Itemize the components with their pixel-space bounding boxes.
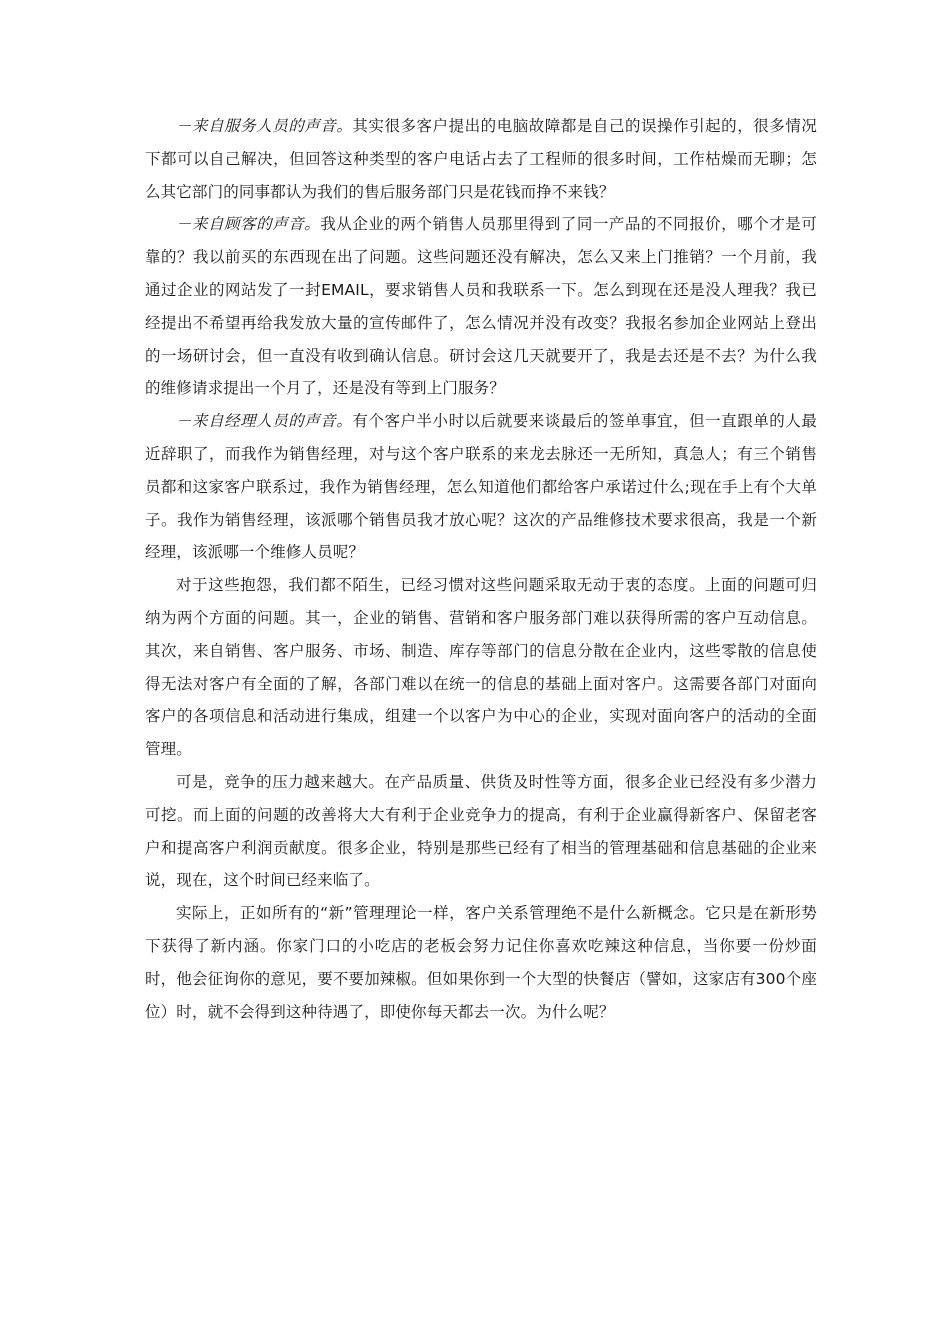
- paragraph-complaints: [145, 569, 817, 766]
- paragraph-crm-concept: [145, 897, 817, 1028]
- paragraph-lead: －来自经理人员的声音。: [176, 412, 353, 431]
- paragraph-text: 对于这些抱怨，我们都不陌生，已经习惯对这些问题采取无动于衷的态度。上面的问题可归纳为两个方面的问题。其一，企业的销售、营销和客户服务部门难以获得所需的客户互动信息。其次，来自销售、客户服务、市场、制造、库存等部门的信息分散在企业内，这些零散的信息使得无法对客户有全面的了解，各部门难以在统一的信息的基础上面对客户。这需要各部门对面向客户的各项信息和活动进行集成，组建一个以客户为中心的企业，实现对面向客户的活动的全面管理。: [145, 576, 817, 759]
- paragraph-lead: －来自服务人员的声音。: [176, 117, 353, 135]
- paragraph-manager: [145, 405, 817, 569]
- body-text: [145, 110, 817, 1028]
- paragraph-customer: [145, 208, 817, 405]
- paragraph-text: 有个客户半小时以后就要来谈最后的签单事宜，但一直跟单的人最近辞职了，而我作为销售经理，对与这个客户联系的来龙去脉还一无所知，真急人；有三个销售员都和这家客户联系过，我作为销售经理，怎么知道他们都给客户承诺过什么;现在手上有个大单子。我作为销售经理，该派哪个销售员我才放心呢？这次的产品维修技术要求很高，我是一个新经理，该派哪一个维修人员呢？: [145, 412, 818, 562]
- paragraph-text: 其实很多客户提出的电脑故障都是自己的误操作引起的，很多情况下都可以自己解决，但回答这种类型的客户电话占去了工程师的很多时间，工作枯燥而无聊；怎么其它部门的同事都认为我们的售后服务部门只是花钱而挣不来钱？: [145, 117, 818, 201]
- paragraph-service-staff: [145, 110, 817, 208]
- paragraph-text: 实际上，正如所有的“新”管理理论一样，客户关系管理绝不是什么新概念。它只是在新形势下获得了新内涵。你家门口的小吃店的老板会努力记住你喜欢吃辣这种信息，当你要一份炒面时，他会征询你的意见，要不要加辣椒。但如果你到一个大型的快餐店（譬如，这家店有300个座位）时，就不会得到这种待遇了，即使你每天都去一次。为什么呢？: [145, 904, 817, 1021]
- paragraph-text: 我从企业的两个销售人员那里得到了同一产品的不同报价，哪个才是可靠的？我以前买的东西现在出了问题。这些问题还没有解决，怎么又来上门推销？一个月前，我通过企业的网站发了一封EMAIL，要求销售人员和我联系一下。怎么到现在还是没人理我？我已经提出不希望再给我发放大量的宣传邮件了，怎么情况并没有改变？我报名参加企业网站上登出的一场研讨会，但一直没有收到确认信息。研讨会这几天就要开了，我是去还是不去？为什么我的维修请求提出一个月了，还是没有等到上门服务？: [145, 215, 817, 398]
- paragraph-lead: －来自顾客的声音。: [176, 215, 321, 234]
- paragraph-text: 可是，竞争的压力越来越大。在产品质量、供货及时性等方面，很多企业已经没有多少潜力可挖。而上面的问题的改善将大大有利于企业竞争力的提高，有利于企业赢得新客户、保留老客户和提高客户利润贡献度。很多企业，特别是那些已经有了相当的管理基础和信息基础的企业来说，现在，这个时间已经来临了。: [145, 772, 817, 890]
- paragraph-competition: [145, 766, 817, 897]
